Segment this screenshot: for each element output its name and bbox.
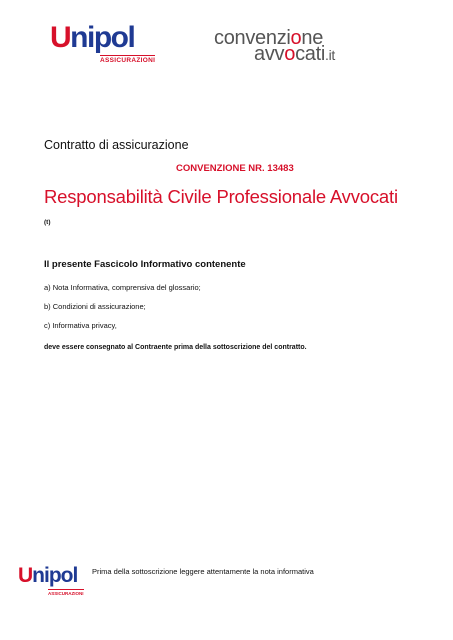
contract-heading: Contratto di assicurazione [44, 138, 189, 152]
convention-number: CONVENZIONE NR. 13483 [176, 163, 294, 174]
document-title: Responsabilità Civile Professionale Avvocati [44, 186, 398, 207]
fascicolo-heading: Il presente Fascicolo Informativo contenente [44, 259, 246, 270]
unipol-logo-wordmark: Unipol [50, 21, 135, 54]
document-marker: (t) [44, 219, 51, 226]
unipol-logo [50, 22, 162, 68]
unipol-logo-subtitle: ASSICURAZIONI [100, 57, 156, 64]
list-item: c) Informativa privacy, [44, 321, 117, 330]
list-item: b) Condizioni di assicurazione; [44, 302, 146, 311]
delivery-notice: deve essere consegnato al Contraente prima della sottoscrizione del contratto. [44, 344, 307, 351]
convenzione-avvocati-logo: convenzione avvocati.it [214, 27, 335, 65]
footer-note: Prima della sottoscrizione leggere attentamente la nota informativa [92, 567, 314, 576]
list-item: a) Nota Informativa, comprensiva del glossario; [44, 283, 201, 292]
footer-unipol-logo: Unipol ASSICURAZIONI [18, 564, 84, 596]
